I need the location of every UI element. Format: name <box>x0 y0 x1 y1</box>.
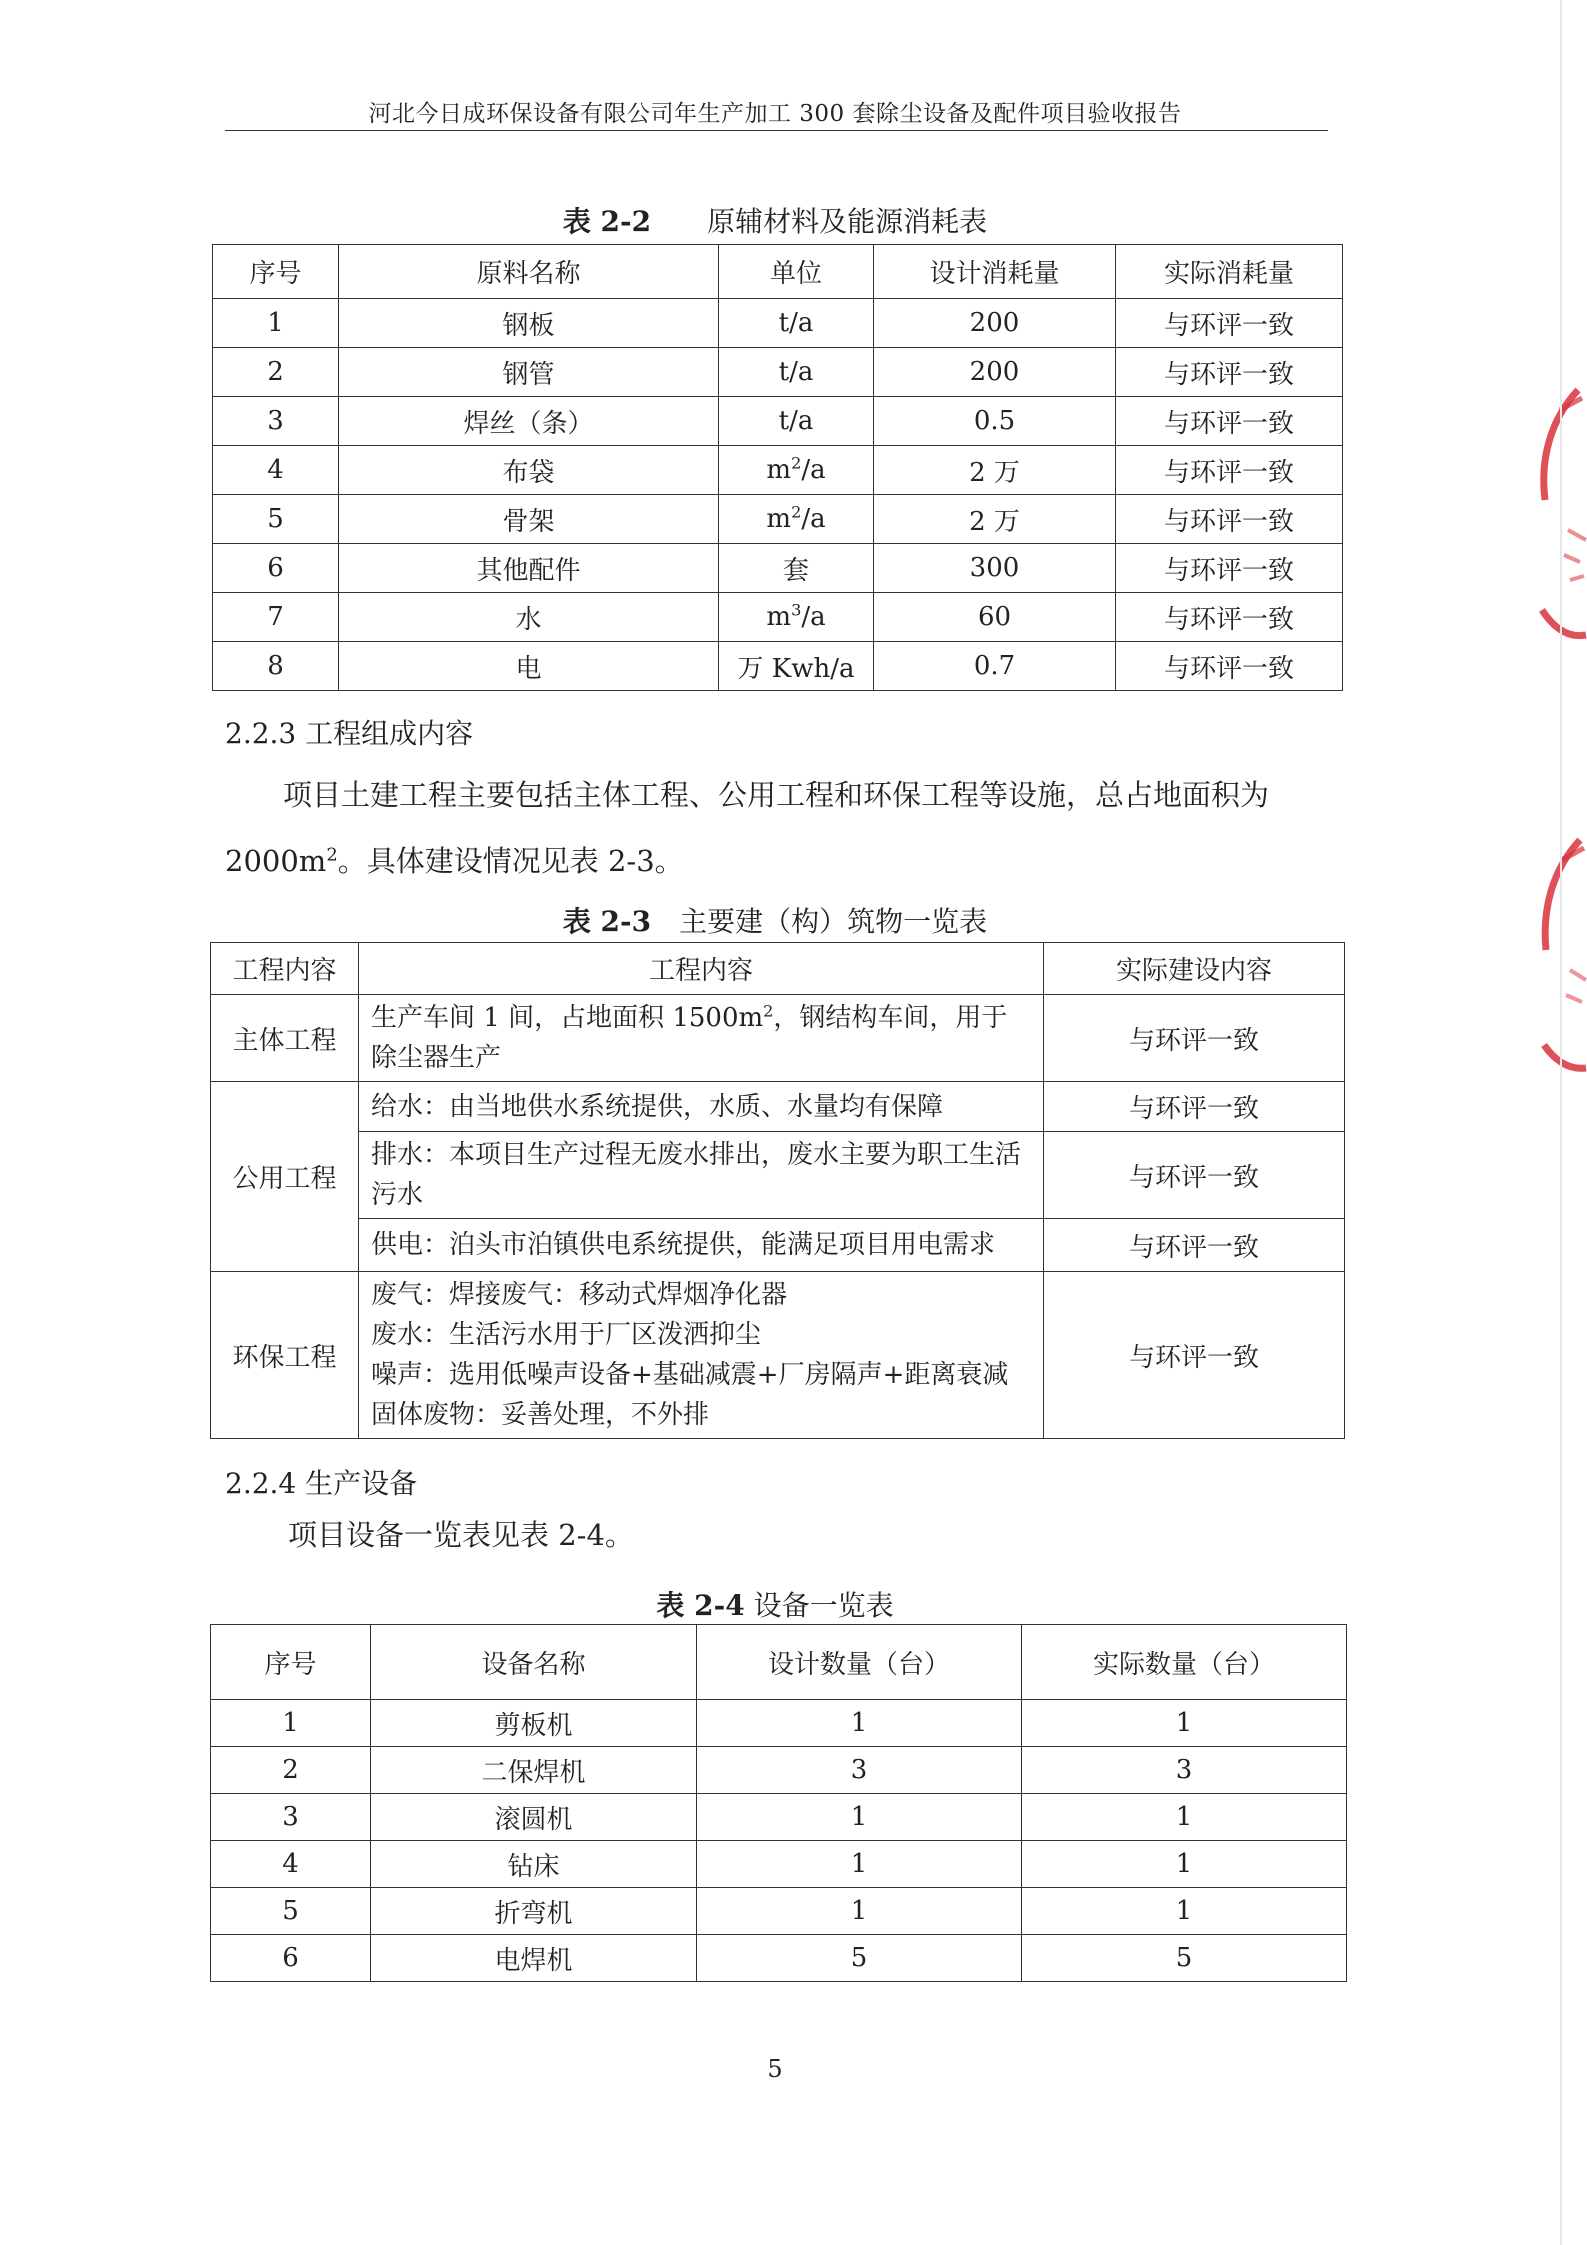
table-row <box>213 348 1343 397</box>
table-header-row <box>213 245 1343 299</box>
header-cell: 原料名称 <box>339 245 719 299</box>
cell-actual: 1 <box>1022 1794 1347 1841</box>
cell-unit: t/a <box>719 397 874 446</box>
table-row <box>213 495 1343 544</box>
table-header-row <box>211 1625 1347 1700</box>
content-line: 废水：生活污水用于厂区泼洒抑尘 <box>371 1320 762 1350</box>
content-text: 生产车间 1 间，占地面积 1500m <box>371 1003 764 1033</box>
cell-no: 1 <box>213 299 339 348</box>
header-cell: 设计消耗量 <box>874 245 1116 299</box>
cell-name: 焊丝（条） <box>339 397 719 446</box>
category-cell: 环保工程 <box>211 1272 359 1439</box>
unit-base: m <box>766 455 792 485</box>
cell-unit: t/a <box>719 299 874 348</box>
section-heading-2-2-4: 2.2.4 生产设备 <box>225 1467 418 1500</box>
table-row <box>211 1700 1347 1747</box>
actual-cell: 与环评一致 <box>1044 1219 1345 1272</box>
cell-actual: 与环评一致 <box>1116 446 1343 495</box>
cell-name: 钢板 <box>339 299 719 348</box>
paragraph-text-end: 。具体建设情况见表 2-3。 <box>337 844 684 878</box>
cell-design: 1 <box>697 1841 1022 1888</box>
area-exponent: 2 <box>763 1001 774 1021</box>
cell-design: 200 <box>874 299 1116 348</box>
cell-name: 滚圆机 <box>371 1794 697 1841</box>
table-2-4-caption <box>210 1584 1340 1624</box>
cell-no: 5 <box>213 495 339 544</box>
section-heading-2-2-3: 2.2.3 工程组成内容 <box>225 717 474 750</box>
table-2-3 <box>210 942 1345 1439</box>
cell-unit: 万 Kwh/a <box>719 642 874 691</box>
caption-number: 表 2-2 <box>562 205 652 238</box>
header-cell: 工程内容 <box>359 943 1044 995</box>
cell-actual: 5 <box>1022 1935 1347 1982</box>
content-cell <box>359 1272 1044 1439</box>
caption-title: 主要建（构）筑物一览表 <box>679 905 988 938</box>
unit-exponent: 2 <box>791 453 802 473</box>
paragraph-text: 项目土建工程主要包括主体工程、公用工程和环保工程等设施，总占地面积为 2000m <box>225 778 1270 878</box>
cell-name: 骨架 <box>339 495 719 544</box>
cell-no: 1 <box>211 1700 371 1747</box>
cell-actual: 与环评一致 <box>1116 299 1343 348</box>
scan-edge-shadow <box>1560 0 1562 2245</box>
cell-name: 水 <box>339 593 719 642</box>
table-row <box>211 1841 1347 1888</box>
cell-name: 电 <box>339 642 719 691</box>
seal-stamp-fragment <box>1520 380 1587 650</box>
content-line: 废气：焊接废气：移动式焊烟净化器 <box>371 1280 788 1310</box>
content-line: 固体废物：妥善处理，不外排 <box>371 1400 710 1430</box>
table-row <box>211 1935 1347 1982</box>
cell-no: 8 <box>213 642 339 691</box>
cell-design: 0.5 <box>874 397 1116 446</box>
running-header: 河北今日成环保设备有限公司年生产加工 300 套除尘设备及配件项目验收报告 <box>368 101 1182 127</box>
header-cell: 设备名称 <box>371 1625 697 1700</box>
content-cell <box>359 995 1044 1082</box>
cell-design: 1 <box>697 1700 1022 1747</box>
cell-actual: 1 <box>1022 1841 1347 1888</box>
unit-rest: /a <box>801 504 826 534</box>
cell-design: 200 <box>874 348 1116 397</box>
caption-title: 设备一览表 <box>753 1589 894 1622</box>
unit-base: m <box>766 504 792 534</box>
table-header-row <box>211 943 1345 995</box>
section-2-2-3-paragraph <box>225 762 1335 894</box>
header-cell: 设计数量（台） <box>697 1625 1022 1700</box>
header-cell: 实际数量（台） <box>1022 1625 1347 1700</box>
table-2-2-caption <box>210 200 1340 240</box>
cell-unit <box>719 495 874 544</box>
cell-no: 6 <box>213 544 339 593</box>
header-cell: 实际消耗量 <box>1116 245 1343 299</box>
table-row <box>213 642 1343 691</box>
unit-exponent: 2 <box>791 502 802 522</box>
cell-name: 剪板机 <box>371 1700 697 1747</box>
category-cell: 公用工程 <box>211 1082 359 1272</box>
cell-unit <box>719 446 874 495</box>
cell-name: 钢管 <box>339 348 719 397</box>
cell-no: 7 <box>213 593 339 642</box>
content-text-end: ，钢结构车间，用于除尘器生产 <box>371 1003 1008 1073</box>
actual-cell: 与环评一致 <box>1044 1272 1345 1439</box>
cell-unit: 套 <box>719 544 874 593</box>
cell-no: 5 <box>211 1888 371 1935</box>
cell-actual: 3 <box>1022 1747 1347 1794</box>
content-line: 噪声：选用低噪声设备+基础减震+厂房隔声+距离衰减 <box>371 1360 1009 1390</box>
cell-actual: 与环评一致 <box>1116 348 1343 397</box>
table-row <box>211 1888 1347 1935</box>
table-row <box>213 446 1343 495</box>
area-exponent: 2 <box>326 844 338 866</box>
cell-no: 3 <box>211 1794 371 1841</box>
cell-name: 其他配件 <box>339 544 719 593</box>
caption-title: 原辅材料及能源消耗表 <box>707 205 988 238</box>
cell-actual: 与环评一致 <box>1116 593 1343 642</box>
cell-name: 钻床 <box>371 1841 697 1888</box>
cell-design: 300 <box>874 544 1116 593</box>
cell-design: 2 万 <box>874 495 1116 544</box>
cell-no: 2 <box>213 348 339 397</box>
actual-cell: 与环评一致 <box>1044 1132 1345 1219</box>
header-cell: 序号 <box>211 1625 371 1700</box>
table-row <box>213 397 1343 446</box>
cell-design: 3 <box>697 1747 1022 1794</box>
cell-design: 2 万 <box>874 446 1116 495</box>
cell-design: 5 <box>697 1935 1022 1982</box>
caption-number: 表 2-4 <box>656 1589 745 1622</box>
table-2-4 <box>210 1624 1347 1982</box>
unit-base: m <box>766 602 792 632</box>
cell-actual: 与环评一致 <box>1116 544 1343 593</box>
cell-design: 0.7 <box>874 642 1116 691</box>
table-row <box>211 1794 1347 1841</box>
content-cell: 供电：泊头市泊镇供电系统提供，能满足项目用电需求 <box>359 1219 1044 1272</box>
table-row <box>211 995 1345 1082</box>
unit-exponent: 3 <box>791 600 802 620</box>
cell-unit <box>719 593 874 642</box>
content-cell: 排水：本项目生产过程无废水排出，废水主要为职工生活污水 <box>359 1132 1044 1219</box>
table-row <box>213 299 1343 348</box>
cell-name: 二保焊机 <box>371 1747 697 1794</box>
cell-actual: 1 <box>1022 1700 1347 1747</box>
cell-design: 1 <box>697 1794 1022 1841</box>
cell-name: 电焊机 <box>371 1935 697 1982</box>
cell-name: 折弯机 <box>371 1888 697 1935</box>
table-row <box>211 1747 1347 1794</box>
header-cell: 单位 <box>719 245 874 299</box>
cell-no: 4 <box>211 1841 371 1888</box>
cell-unit: t/a <box>719 348 874 397</box>
cell-actual: 与环评一致 <box>1116 495 1343 544</box>
section-2-2-4-paragraph: 项目设备一览表见表 2-4。 <box>288 1518 634 1552</box>
cell-design: 1 <box>697 1888 1022 1935</box>
table-row <box>211 1132 1345 1219</box>
header-rule <box>225 130 1328 131</box>
cell-design: 60 <box>874 593 1116 642</box>
caption-number: 表 2-3 <box>562 905 652 938</box>
table-row <box>213 544 1343 593</box>
table-2-2 <box>212 244 1343 691</box>
table-row <box>211 1082 1345 1132</box>
content-cell: 给水：由当地供水系统提供，水质、水量均有保障 <box>359 1082 1044 1132</box>
unit-rest: /a <box>801 602 826 632</box>
cell-actual: 1 <box>1022 1888 1347 1935</box>
unit-rest: /a <box>801 455 826 485</box>
category-cell: 主体工程 <box>211 995 359 1082</box>
cell-no: 2 <box>211 1747 371 1794</box>
actual-cell: 与环评一致 <box>1044 1082 1345 1132</box>
cell-no: 4 <box>213 446 339 495</box>
header-cell: 序号 <box>213 245 339 299</box>
cell-no: 3 <box>213 397 339 446</box>
header-cell: 实际建设内容 <box>1044 943 1345 995</box>
seal-stamp-fragment <box>1520 830 1587 1090</box>
cell-name: 布袋 <box>339 446 719 495</box>
header-cell: 工程内容 <box>211 943 359 995</box>
cell-actual: 与环评一致 <box>1116 397 1343 446</box>
table-row <box>211 1272 1345 1439</box>
page-number: 5 <box>767 2055 783 2083</box>
table-row <box>213 593 1343 642</box>
actual-cell: 与环评一致 <box>1044 995 1345 1082</box>
cell-actual: 与环评一致 <box>1116 642 1343 691</box>
cell-no: 6 <box>211 1935 371 1982</box>
table-row <box>211 1219 1345 1272</box>
table-2-3-caption <box>210 900 1340 940</box>
